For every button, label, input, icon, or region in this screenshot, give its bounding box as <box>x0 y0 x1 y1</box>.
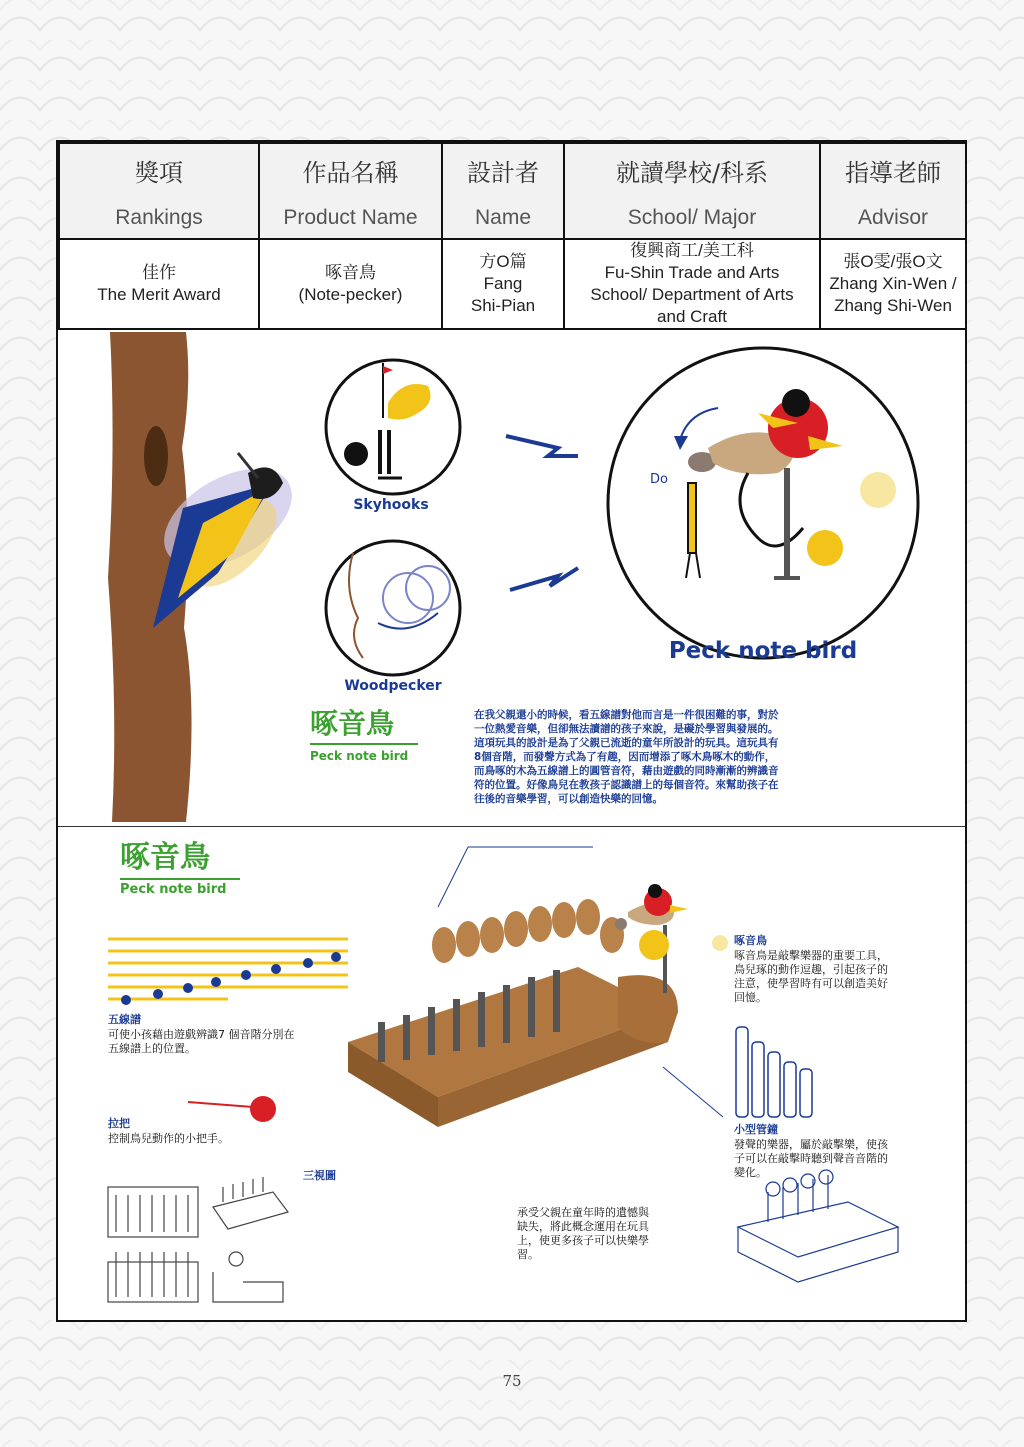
cell-product: 啄音鳥 (Note-pecker) <box>259 239 442 329</box>
peck-note-bird-title: Peck note bird <box>668 638 858 664</box>
tree-hole <box>144 426 168 486</box>
svg-text:注意，使學習時有可以創造美好: 注意，使學習時有可以創造美好 <box>734 977 888 990</box>
handle-illustration <box>188 1096 276 1122</box>
instrument-sketch-illustration <box>738 1170 898 1282</box>
header-product-name: 作品名稱 Product Name <box>259 143 442 239</box>
svg-text:上，使更多孩子可以快樂學: 上，使更多孩子可以快樂學 <box>517 1234 649 1247</box>
logo-english: Peck note bird <box>310 749 409 763</box>
logo2-chinese: 啄音鳥 <box>120 840 210 875</box>
svg-text:習。: 習。 <box>517 1248 539 1261</box>
svg-text:往後的音樂學習，可以創造快樂的回憶。: 往後的音樂學習，可以創造快樂的回憶。 <box>474 793 663 805</box>
views-title: 三視圖 <box>303 1169 336 1182</box>
chime-title: 小型管鐘 <box>734 1123 778 1136</box>
svg-text:而鳥啄的木為五線譜上的圓管音符，藉由遊戲的同時漸漸的辨識音: 而鳥啄的木為五線譜上的圓管音符，藉由遊戲的同時漸漸的辨識音 <box>474 765 779 777</box>
svg-text:一位熱愛音樂，但卻無法讀譜的孩子來說，是礙於學習與發展的。: 一位熱愛音樂，但卻無法讀譜的孩子來說，是礙於學習與發展的。 <box>474 723 779 735</box>
page-number: 75 <box>502 1372 522 1390</box>
bird-title: 啄音鳥 <box>734 934 767 947</box>
arrow-icon <box>506 436 578 456</box>
woodpecker-label: Woodpecker <box>344 678 442 694</box>
music-staff-illustration <box>108 939 348 1005</box>
logo-chinese: 啄音鳥 <box>310 707 395 740</box>
tubular-chimes-illustration <box>736 1027 812 1117</box>
staff-title: 五線譜 <box>108 1013 141 1026</box>
do-label: Do <box>650 472 668 487</box>
svg-text:承受父親在童年時的遺憾與: 承受父親在童年時的遺憾與 <box>517 1206 649 1219</box>
award-table <box>58 142 967 330</box>
header-advisor: 指導老師 Advisor <box>820 143 966 239</box>
svg-text:在我父親還小的時候，看五線譜對他而言是一件很困難的事，對於: 在我父親還小的時候，看五線譜對他而言是一件很困難的事，對於 <box>474 709 779 721</box>
cell-school: 復興商工/美工科 Fu-Shin Trade and Arts School/ Department of Arts and Craft <box>564 239 820 329</box>
svg-text:8個音階，而發聲方式為了有趣，因而增添了啄木鳥啄木的動作，: 8個音階，而發聲方式為了有趣，因而增添了啄木鳥啄木的動作， <box>474 751 776 763</box>
svg-text:符的位置。好像鳥兒在教孩子認識譜上的每個音符。來幫助孩子在: 符的位置。好像鳥兒在教孩子認識譜上的每個音符。來幫助孩子在 <box>474 779 779 791</box>
instrument-illustration <box>348 847 678 1127</box>
award-sheet <box>56 140 967 1322</box>
svg-text:變化。: 變化。 <box>734 1166 767 1179</box>
svg-text:發聲的樂器，屬於敲擊樂，使孩: 發聲的樂器，屬於敲擊樂，使孩 <box>734 1138 888 1151</box>
cell-advisor: 張O雯/張O文 Zhang Xin-Wen / Zhang Shi-Wen <box>820 239 966 329</box>
woodpecker-diagram-illustration <box>326 541 460 675</box>
svg-text:控制鳥兒動作的小把手。: 控制鳥兒動作的小把手。 <box>108 1132 229 1145</box>
svg-text:啄音鳥是敲擊樂器的重要工具，: 啄音鳥是敲擊樂器的重要工具， <box>734 949 888 962</box>
cell-ranking: 佳作 The Merit Award <box>59 239 259 329</box>
header-rankings: 獎項 Rankings <box>59 143 259 239</box>
table-row <box>59 239 966 329</box>
description-text <box>473 708 779 805</box>
peck-note-bird-illustration <box>608 348 918 658</box>
svg-text:這項玩具的設計是為了父親已流逝的童年所設計的玩具。這玩具有: 這項玩具的設計是為了父親已流逝的童年所設計的玩具。這玩具有 <box>474 737 779 749</box>
product-panel <box>58 827 965 1320</box>
handle-title: 拉把 <box>108 1117 130 1130</box>
cell-designer: 方O篇 Fang Shi-Pian <box>442 239 564 329</box>
skyhooks-label: Skyhooks <box>353 497 429 513</box>
concept-panel <box>58 328 965 826</box>
arrow-icon <box>510 568 578 590</box>
table-header-row <box>59 143 966 239</box>
skyhooks-illustration <box>326 360 460 494</box>
svg-text:可使小孩藉由遊戲辨識7 個音階分別在: 可使小孩藉由遊戲辨識7 個音階分別在 <box>108 1028 295 1041</box>
svg-text:缺失，將此概念運用在玩具: 缺失，將此概念運用在玩具 <box>517 1220 649 1233</box>
header-name: 設計者 Name <box>442 143 564 239</box>
three-views-illustration <box>108 1177 288 1302</box>
header-school-major: 就讀學校/科系 School/ Major <box>564 143 820 239</box>
svg-text:子可以在敲擊時聽到聲音音階的: 子可以在敲擊時聽到聲音音階的 <box>734 1152 888 1165</box>
logo2-english: Peck note bird <box>120 882 227 897</box>
svg-text:五線譜上的位置。: 五線譜上的位置。 <box>108 1042 196 1055</box>
svg-text:鳥兒琢的動作逗趣，引起孩子的: 鳥兒琢的動作逗趣，引起孩子的 <box>734 963 888 976</box>
svg-text:回憶。: 回憶。 <box>734 991 767 1004</box>
